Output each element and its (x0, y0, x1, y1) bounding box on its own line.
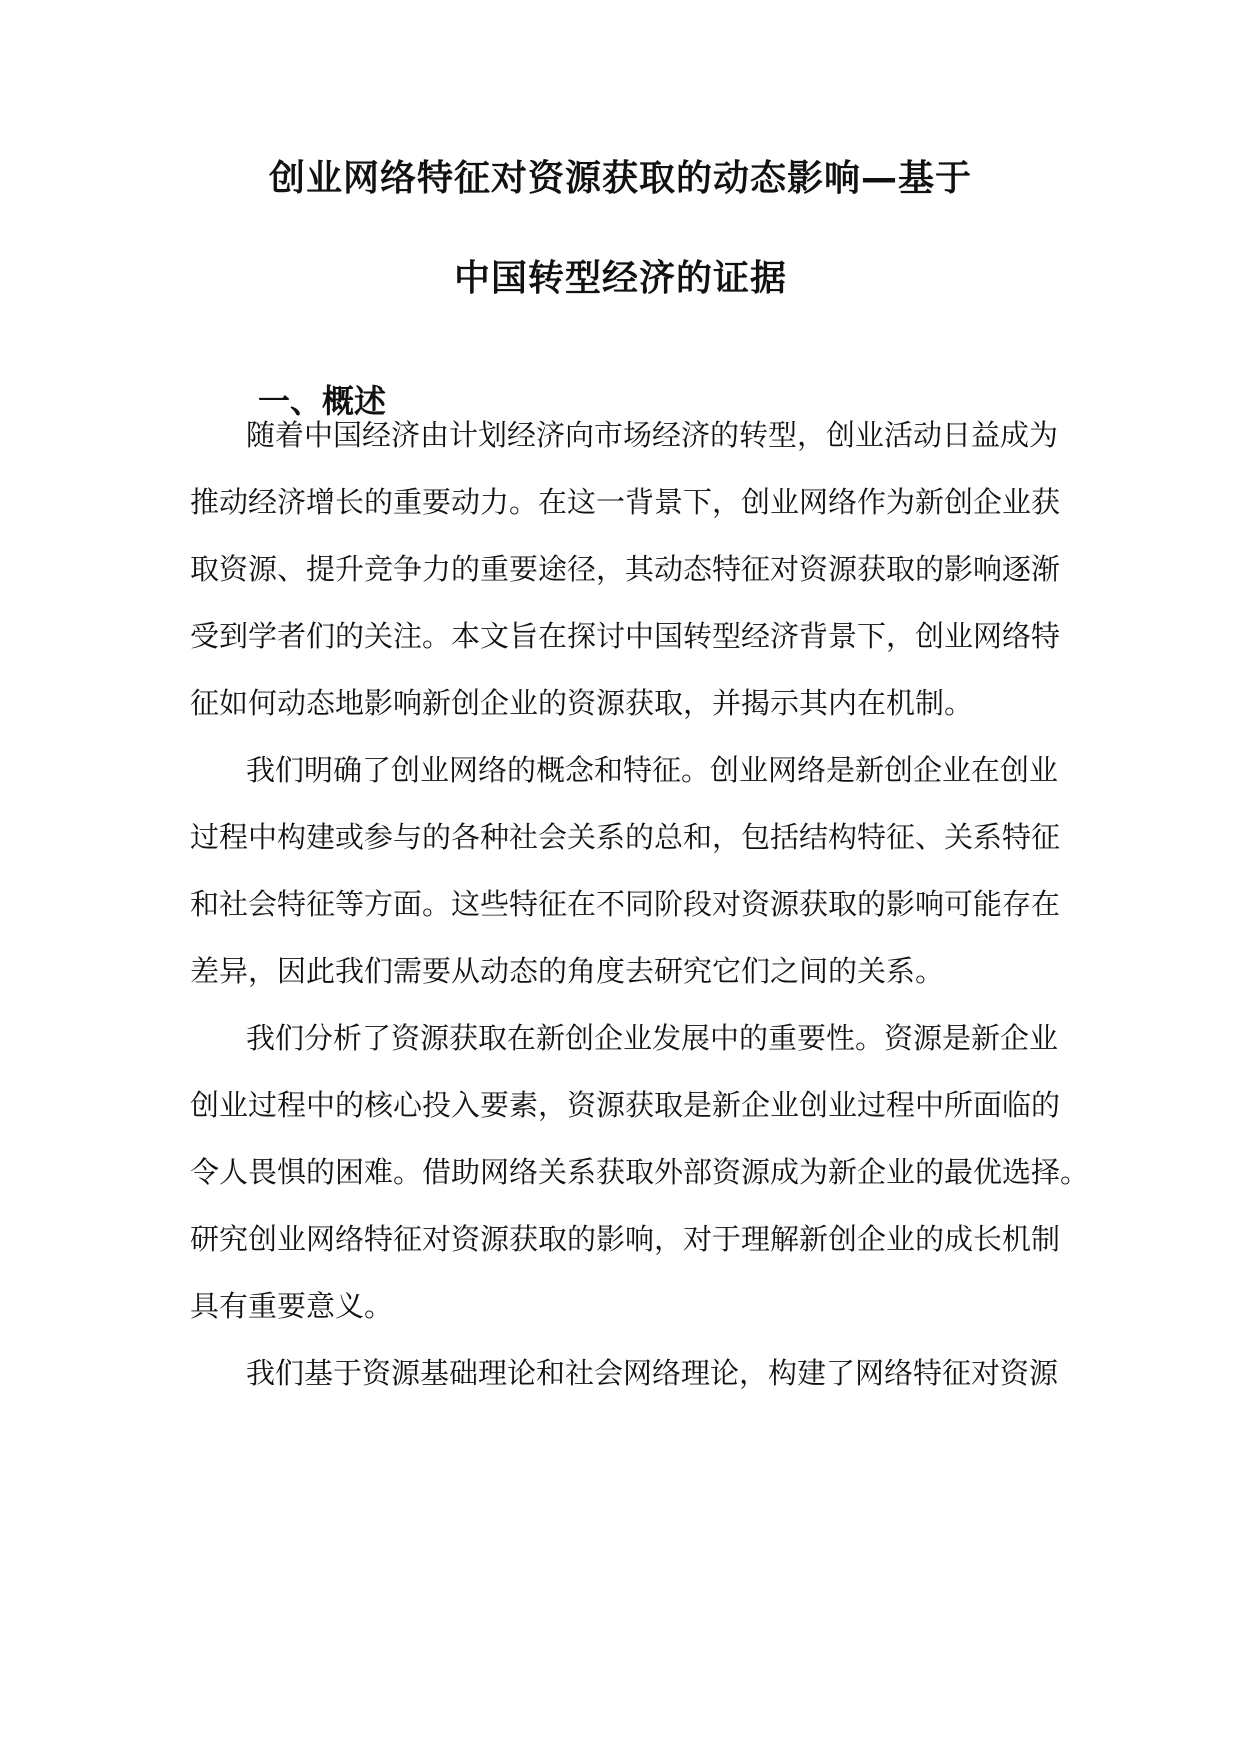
section-heading: 一、概述 (258, 382, 387, 420)
body-line: 征如何动态地影响新创企业的资源获取，并揭示其内在机制。 (190, 686, 974, 720)
body-line: 差异，因此我们需要从动态的角度去研究它们之间的关系。 (190, 954, 945, 988)
body-line: 我们基于资源基础理论和社会网络理论，构建了网络特征对资源 (246, 1356, 1059, 1390)
body-line: 推动经济增长的重要动力。在这一背景下，创业网络作为新创企业获 (190, 485, 1061, 519)
body-line: 取资源、提升竞争力的重要途径，其动态特征对资源获取的影响逐渐 (190, 552, 1061, 586)
body-line: 我们明确了创业网络的概念和特征。创业网络是新创企业在创业 (246, 753, 1059, 787)
document-title-line-1: 创业网络特征对资源获取的动态影响—基于 (268, 158, 972, 199)
body-line: 令人畏惧的困难。借助网络关系获取外部资源成为新企业的最优选择。 (190, 1155, 1090, 1189)
body-line: 和社会特征等方面。这些特征在不同阶段对资源获取的影响可能存在 (190, 887, 1061, 921)
body-line: 我们分析了资源获取在新创企业发展中的重要性。资源是新企业 (246, 1021, 1059, 1055)
body-line: 研究创业网络特征对资源获取的影响，对于理解新创企业的成长机制 (190, 1222, 1061, 1256)
document-title-line-2: 中国转型经济的证据 (453, 258, 787, 299)
body-line: 创业过程中的核心投入要素，资源获取是新企业创业过程中所面临的 (190, 1088, 1061, 1122)
body-line: 受到学者们的关注。本文旨在探讨中国转型经济背景下，创业网络特 (190, 619, 1061, 653)
body-line: 过程中构建或参与的各种社会关系的总和，包括结构特征、关系特征 (190, 820, 1061, 854)
body-line: 具有重要意义。 (190, 1289, 394, 1323)
body-line: 随着中国经济由计划经济向市场经济的转型，创业活动日益成为 (246, 418, 1059, 452)
